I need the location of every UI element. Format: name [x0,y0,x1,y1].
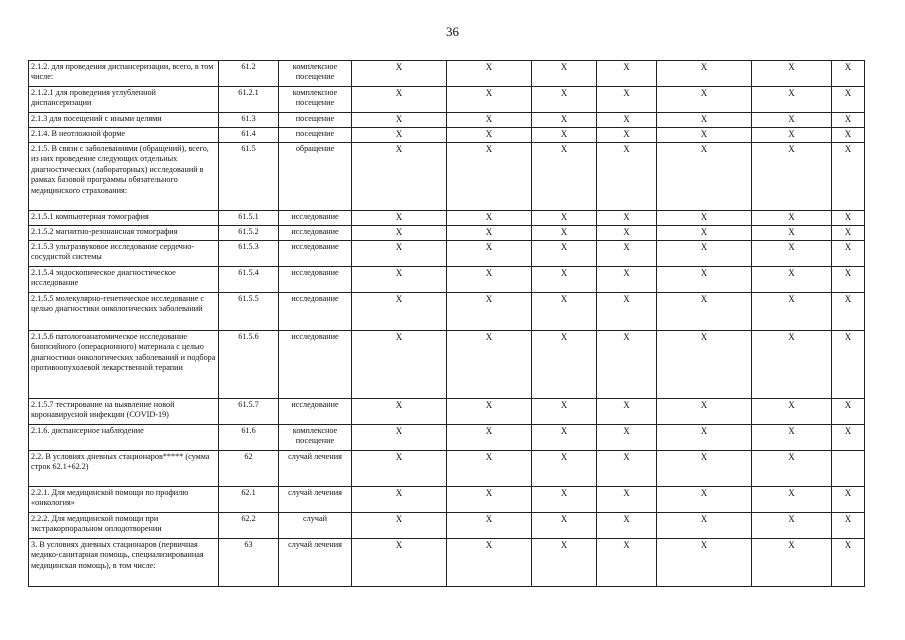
mark-cell: X [447,87,532,113]
mark-cell: X [352,226,447,241]
row-code-cell: 61.5.5 [219,293,279,331]
mark-cell: X [532,241,597,267]
mark-cell: X [352,267,447,293]
row-unit-cell: случай лечения [279,487,352,513]
mark-cell: X [752,331,832,399]
row-code-cell: 61.5.7 [219,399,279,425]
row-unit-cell: комплексное посещение [279,425,352,451]
mark-cell: X [597,267,657,293]
row-unit-cell: комплексное посещение [279,61,352,87]
mark-cell: X [752,226,832,241]
mark-cell: X [832,211,865,226]
mark-cell: X [597,513,657,539]
mark-cell: X [597,87,657,113]
row-unit-cell: исследование [279,293,352,331]
mark-cell: X [447,293,532,331]
mark-cell: X [597,425,657,451]
table-row [29,241,865,267]
mark-cell: X [352,487,447,513]
mark-cell: X [832,226,865,241]
mark-cell: X [447,425,532,451]
mark-cell: X [657,425,752,451]
mark-cell: X [832,539,865,587]
mark-cell: X [752,293,832,331]
mark-cell: X [657,113,752,128]
row-name-cell: 2.1.4. В неотложной форме [29,128,219,143]
row-name-cell: 2.1.2. для проведения диспансеризации, всего, в том числе: [29,61,219,87]
row-code-cell: 62.2 [219,513,279,539]
mark-cell: X [532,87,597,113]
mark-cell: X [657,143,752,211]
mark-cell: X [447,128,532,143]
mark-cell: X [657,539,752,587]
mark-cell: X [832,143,865,211]
mark-cell: X [352,513,447,539]
mark-cell: X [352,128,447,143]
row-code-cell: 61.2 [219,61,279,87]
table-row [29,267,865,293]
mark-cell: X [447,539,532,587]
mark-cell: X [752,113,832,128]
table-row [29,513,865,539]
row-unit-cell: посещение [279,113,352,128]
mark-cell: X [752,241,832,267]
mark-cell: X [352,399,447,425]
mark-cell: X [532,128,597,143]
mark-cell: X [597,451,657,487]
mark-cell: X [447,211,532,226]
mark-cell: X [532,61,597,87]
row-name-cell: 2.1.5.2 магнитно-резонансная томография [29,226,219,241]
mark-cell: X [532,267,597,293]
row-unit-cell: исследование [279,267,352,293]
mark-cell: X [657,211,752,226]
mark-cell: X [657,513,752,539]
mark-cell: X [752,143,832,211]
mark-cell: X [532,226,597,241]
row-unit-cell: случай лечения [279,451,352,487]
mark-cell: X [832,399,865,425]
mark-cell: X [597,539,657,587]
table-row [29,487,865,513]
mark-cell: X [532,399,597,425]
mark-cell: X [657,487,752,513]
mark-cell: X [447,143,532,211]
row-unit-cell: исследование [279,399,352,425]
row-name-cell: 2.2. В условиях дневных стационаров***** (сумма строк 62.1+62.2) [29,451,219,487]
row-unit-cell: исследование [279,226,352,241]
mark-cell: X [532,539,597,587]
mark-cell: X [352,143,447,211]
row-name-cell: 2.1.5. В связи с заболеваниями (обращений), всего, из них проведение следующих отдельных диагностических (лабораторных) исследований в рамках базовой программы обязательного медицинского страхования: [29,143,219,211]
row-name-cell: 2.1.5.1 компьютерная томография [29,211,219,226]
table-row [29,425,865,451]
row-name-cell: 2.1.5.5 молекулярно-генетическое исследование с целью диагностики онкологических заболеваний [29,293,219,331]
mark-cell: X [447,226,532,241]
row-code-cell: 61.5.3 [219,241,279,267]
mark-cell: X [832,87,865,113]
mark-cell: X [657,267,752,293]
mark-cell: X [752,399,832,425]
mark-cell: X [752,211,832,226]
mark-cell: X [832,293,865,331]
row-code-cell: 61.2.1 [219,87,279,113]
mark-cell: X [752,61,832,87]
mark-cell: X [597,128,657,143]
mark-cell: X [447,487,532,513]
row-code-cell: 62 [219,451,279,487]
row-unit-cell: случай лечения [279,539,352,587]
table-row [29,143,865,211]
table-row [29,87,865,113]
mark-cell: X [597,211,657,226]
mark-cell: X [532,211,597,226]
mark-cell: X [832,267,865,293]
table-row [29,113,865,128]
mark-cell: X [597,293,657,331]
mark-cell: X [352,331,447,399]
mark-cell: X [532,113,597,128]
mark-cell: X [752,87,832,113]
mark-cell: X [597,331,657,399]
mark-cell: X [832,61,865,87]
row-unit-cell: посещение [279,128,352,143]
mark-cell: X [597,113,657,128]
mark-cell: X [352,539,447,587]
mark-cell: X [352,451,447,487]
table-row [29,226,865,241]
mark-cell: X [752,425,832,451]
mark-cell: X [832,113,865,128]
row-name-cell: 3. В условиях дневных стационаров (первичная медико-санитарная помощь, специализированная медицинская помощь), в том числе: [29,539,219,587]
mark-cell: X [597,399,657,425]
mark-cell: X [657,128,752,143]
row-unit-cell: исследование [279,331,352,399]
table-row [29,539,865,587]
mark-cell: X [832,331,865,399]
table-row [29,293,865,331]
mark-cell: X [352,87,447,113]
mark-cell: X [752,487,832,513]
table-row [29,61,865,87]
mark-cell: X [832,425,865,451]
mark-cell: X [657,61,752,87]
row-code-cell: 61.5.2 [219,226,279,241]
row-unit-cell: обращение [279,143,352,211]
row-unit-cell: случай [279,513,352,539]
mark-cell: X [657,293,752,331]
row-code-cell: 61.5.4 [219,267,279,293]
table-row [29,399,865,425]
mark-cell: X [657,226,752,241]
mark-cell: X [597,241,657,267]
mark-cell: X [832,128,865,143]
row-name-cell: 2.2.1. Для медицинской помощи по профилю «онкология» [29,487,219,513]
mark-cell: X [447,61,532,87]
mark-cell: X [352,293,447,331]
mark-cell: X [657,331,752,399]
mark-cell: X [832,241,865,267]
mark-cell: X [832,513,865,539]
row-code-cell: 61.4 [219,128,279,143]
mark-cell: X [657,87,752,113]
row-name-cell: 2.1.3 для посещений с иными целями [29,113,219,128]
mark-cell: X [352,113,447,128]
row-name-cell: 2.1.5.4 эндоскопическое диагностическое исследование [29,267,219,293]
mark-cell: X [832,487,865,513]
row-code-cell: 61.6 [219,425,279,451]
mark-cell: X [597,61,657,87]
mark-cell: X [752,539,832,587]
mark-cell: X [447,113,532,128]
mark-cell: X [752,513,832,539]
mark-cell: X [597,143,657,211]
row-unit-cell: комплексное посещение [279,87,352,113]
mark-cell [832,451,865,487]
table-row [29,211,865,226]
mark-cell: X [352,241,447,267]
mark-cell: X [447,267,532,293]
mark-cell: X [657,399,752,425]
mark-cell: X [752,128,832,143]
row-unit-cell: исследование [279,211,352,226]
row-name-cell: 2.1.6. диспансерное наблюдение [29,425,219,451]
mark-cell: X [532,451,597,487]
mark-cell: X [447,451,532,487]
row-code-cell: 61.5 [219,143,279,211]
mark-cell: X [752,451,832,487]
row-name-cell: 2.1.5.7 тестирование на выявление новой коронавирусной инфекции (COVID-19) [29,399,219,425]
row-name-cell: 2.1.5.6 патологоанатомическое исследование биопсийного (операционного) материала с целью диагностики онкологических заболеваний и подбора противоопухолевой лекарственной терапии [29,331,219,399]
mark-cell: X [532,331,597,399]
row-code-cell: 61.3 [219,113,279,128]
table-row [29,331,865,399]
mark-cell: X [447,513,532,539]
mark-cell: X [597,226,657,241]
mark-cell: X [447,331,532,399]
data-table [28,60,865,587]
row-code-cell: 61.5.1 [219,211,279,226]
mark-cell: X [447,241,532,267]
mark-cell: X [532,143,597,211]
mark-cell: X [532,425,597,451]
row-name-cell: 2.1.5.3 ультразвуковое исследование сердечно-сосудистой системы [29,241,219,267]
row-code-cell: 62.1 [219,487,279,513]
mark-cell: X [532,487,597,513]
mark-cell: X [532,513,597,539]
mark-cell: X [532,293,597,331]
mark-cell: X [352,61,447,87]
mark-cell: X [352,425,447,451]
row-name-cell: 2.2.2. Для медицинской помощи при экстракорпоральном оплодотворении [29,513,219,539]
mark-cell: X [657,241,752,267]
mark-cell: X [597,487,657,513]
row-unit-cell: исследование [279,241,352,267]
row-name-cell: 2.1.2.1 для проведения углубленной диспансеризации [29,87,219,113]
row-code-cell: 63 [219,539,279,587]
table-row [29,128,865,143]
row-code-cell: 61.5.6 [219,331,279,399]
mark-cell: X [447,399,532,425]
mark-cell: X [352,211,447,226]
table-row [29,451,865,487]
mark-cell: X [752,267,832,293]
page-number: 36 [446,24,459,39]
mark-cell: X [657,451,752,487]
